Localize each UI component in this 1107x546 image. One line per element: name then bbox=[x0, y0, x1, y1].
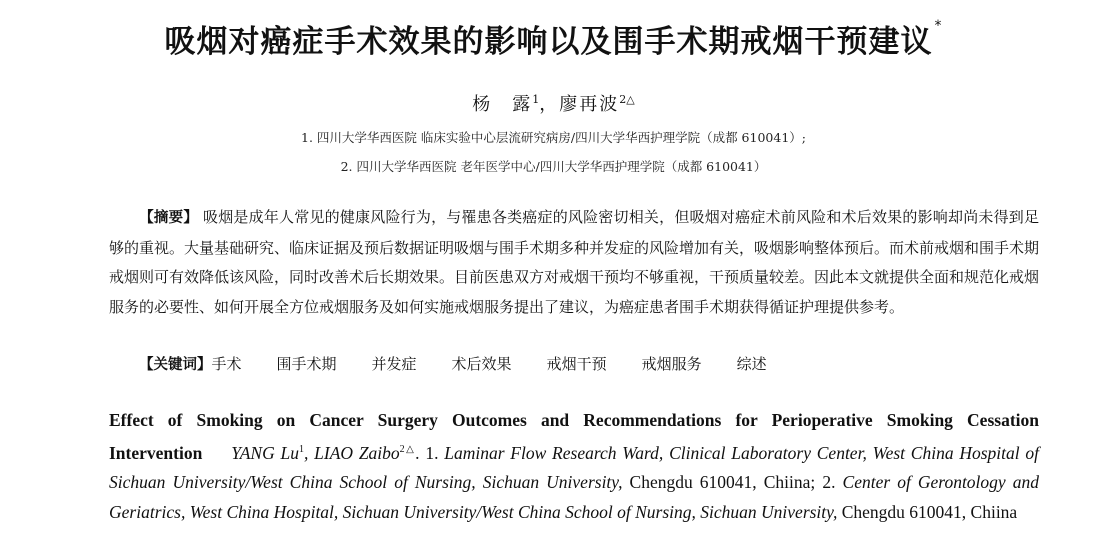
author-list bbox=[0, 90, 1107, 116]
english-affil-number-1: . 1. bbox=[415, 443, 445, 464]
paper-title bbox=[0, 16, 1107, 61]
english-abstract-header bbox=[109, 406, 1039, 527]
keyword: 围手术期 bbox=[276, 355, 337, 373]
author-separator: ， bbox=[539, 94, 560, 115]
keyword: 并发症 bbox=[371, 355, 417, 373]
english-affiliation-1: Laminar Flow Research Ward, Clinical Laboratory Center, West China Hospital of Sichuan University/West China School of Nursing, Sichuan University, bbox=[109, 443, 1040, 493]
abstract-text: 吸烟是成年人常见的健康风险行为，与罹患各类癌症的风险密切相关，但吸烟对癌症术前风险和术后效果的影响却尚未得到足够的重视。大量基础研究、临床证据及预后数据证明吸烟与围手术期多种并发症的风险增加有关，吸烟影响整体预后。而术前戒烟和围手术期戒烟则可有效降低该风险，同时改善术后长期效果。目前医患双方对戒烟干预均不够重视，干预质量较差。因此本文就提供全面和规范化戒烟服务的必要性、如何开展全方位戒烟服务及如何实施戒烟服务提出了建议，为癌症患者围手术期获得循证护理提供参考。 bbox=[109, 208, 1040, 316]
keyword: 手术 bbox=[211, 355, 242, 373]
keyword: 戒烟干预 bbox=[546, 355, 607, 373]
english-author-1-mark: 1 bbox=[299, 444, 304, 456]
keyword: 术后效果 bbox=[451, 355, 512, 373]
keywords-label: 【关键词】 bbox=[139, 357, 212, 373]
affiliation-1: 1. 四川大学华西医院 临床实验中心层流研究病房/四川大学华西护理学院（成都 610041）; bbox=[301, 130, 806, 145]
abstract-block bbox=[109, 203, 1039, 322]
english-author-2: LIAO Zaibo bbox=[314, 443, 400, 464]
author-2: 廖再波 bbox=[559, 94, 620, 115]
english-author-1: YANG Lu bbox=[231, 443, 299, 464]
author-1-affil-mark: 1 bbox=[532, 93, 540, 106]
english-affiliation-2: Center of Gerontology and Geriatrics, West China Hospital, Sichuan University/West China School of Nursing, Sichuan University, bbox=[109, 472, 1039, 522]
author-1: 杨 露 bbox=[472, 94, 533, 115]
keywords-block bbox=[139, 352, 1039, 377]
english-affiliation-2-city: Chengdu 610041, Chiina bbox=[837, 501, 1018, 522]
title-footnote-mark: * bbox=[934, 18, 943, 34]
english-affiliation-1-city: Chengdu 610041, Chiina; 2. bbox=[622, 472, 843, 493]
english-author-2-mark: 2△ bbox=[399, 444, 416, 456]
title-text: 吸烟对癌症手术效果的影响以及围手术期戒烟干预建议 bbox=[164, 24, 933, 60]
english-title: Effect of Smoking on Cancer Surgery Outcomes and Recommendations for Perioperative Smoking Cessation Intervention bbox=[109, 410, 1039, 464]
author-2-affil-mark: 2△ bbox=[619, 93, 635, 106]
affiliation-2: 2. 四川大学华西医院 老年医学中心/四川大学华西护理学院（成都 610041） bbox=[340, 159, 767, 174]
abstract-label: 【摘要】 bbox=[139, 210, 199, 226]
keyword: 戒烟服务 bbox=[641, 355, 702, 373]
keyword: 综述 bbox=[736, 355, 767, 373]
english-author-separator: , bbox=[304, 443, 315, 464]
